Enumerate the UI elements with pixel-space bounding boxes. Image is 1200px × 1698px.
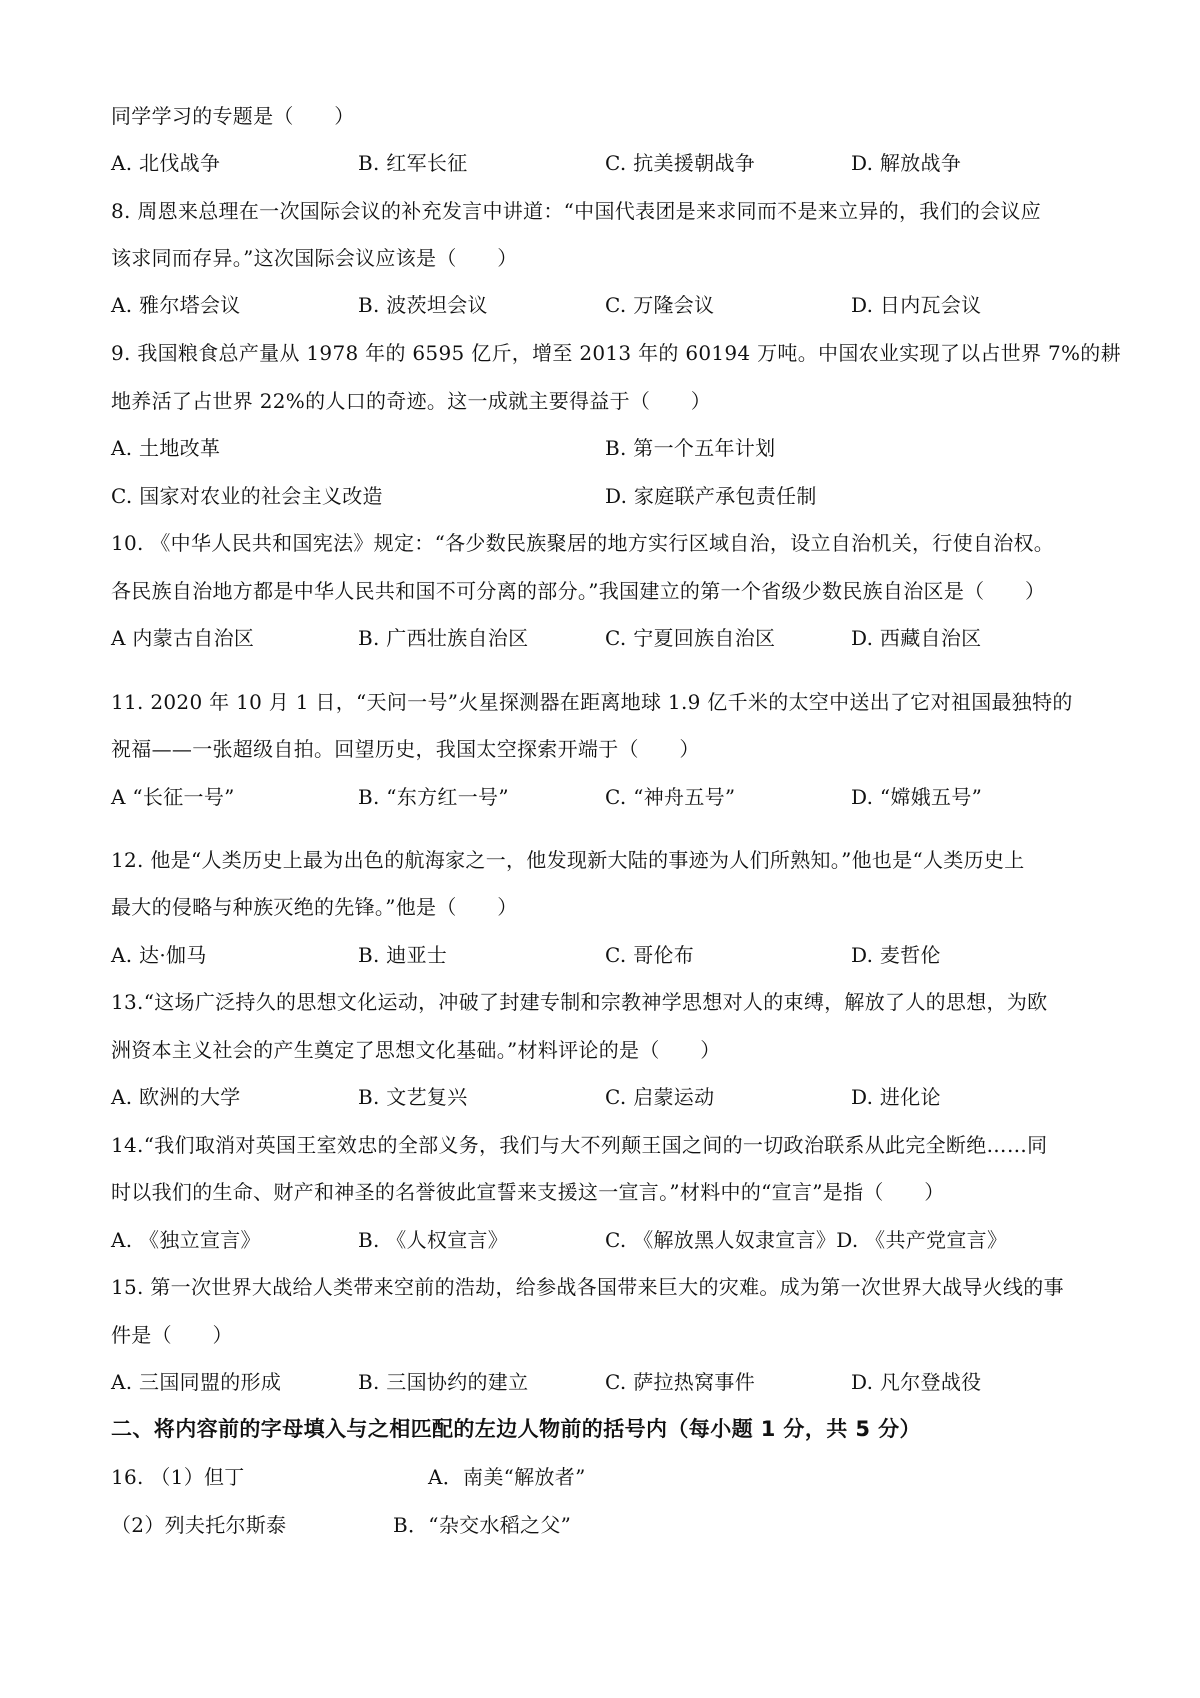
question-7-option-a: A. 北伐战争 [111,151,221,175]
question-8-option-d: D. 日内瓦会议 [851,293,982,317]
question-14-option-b: B. 《人权宣言》 [358,1228,509,1252]
question-15-option-a: A. 三国同盟的形成 [111,1370,282,1394]
question-7-option-c: C. 抗美援朝战争 [605,151,756,175]
question-11-option-c: C. “神舟五号” [605,785,736,809]
question-16-row-2-match: B．“杂交水稻之父” [393,1513,572,1537]
question-11-stem-line-1: 11. 2020 年 10 月 1 日，“天问一号”火星探测器在距离地球 1.9 亿千米的太空中送出了它对祖国最独特的 [111,690,1073,714]
question-8-option-b: B. 波茨坦会议 [358,293,488,317]
question-11-option-a: A “长征一号” [111,785,235,809]
question-8-option-c: C. 万隆会议 [605,293,715,317]
question-10-option-a: A 内蒙古自治区 [111,626,255,650]
question-7-option-b: B. 红军长征 [358,151,468,175]
question-10-stem-line-1: 10. 《中华人民共和国宪法》规定：“各少数民族聚居的地方实行区域自治，设立自治机关，行使自治权。 [111,531,1055,555]
question-14-stem-line-1: 14.“我们取消对英国王室效忠的全部义务，我们与大不列颠王国之间的一切政治联系从此完全断绝……同 [111,1133,1048,1157]
question-13-stem-line-1: 13.“这场广泛持久的思想文化运动，冲破了封建专制和宗教神学思想对人的束缚，解放了人的思想，为欧 [111,990,1048,1014]
question-8-option-a: A. 雅尔塔会议 [111,293,241,317]
question-13-option-d: D. 进化论 [851,1085,941,1109]
question-12-option-d: D. 麦哲伦 [851,943,941,967]
question-14-option-c-d: C. 《解放黑人奴隶宣言》D. 《共产党宣言》 [605,1228,1008,1252]
question-12-stem-line-2: 最大的侵略与种族灭绝的先锋。”他是（ ） [111,895,518,919]
question-10-option-d: D. 西藏自治区 [851,626,982,650]
question-12-option-a: A. 达·伽马 [111,943,207,967]
question-16-row-1-match: A．南美“解放者” [428,1465,586,1489]
question-16-row-2-person: （2）列夫托尔斯泰 [111,1513,287,1537]
question-11-option-d: D. “嫦娥五号” [851,785,983,809]
question-10-stem-line-2: 各民族自治地方都是中华人民共和国不可分离的部分。”我国建立的第一个省级少数民族自治区是（ ） [111,579,1046,603]
question-13-option-a: A. 欧洲的大学 [111,1085,241,1109]
question-9-option-c: C. 国家对农业的社会主义改造 [111,484,383,508]
question-15-option-d: D. 凡尔登战役 [851,1370,982,1394]
question-8-stem-line-2: 该求同而存异。”这次国际会议应该是（ ） [111,246,518,270]
question-12-option-b: B. 迪亚士 [358,943,448,967]
question-12-stem-line-1: 12. 他是“人类历史上最为出色的航海家之一，他发现新大陆的事迹为人们所熟知。”他也是“人类历史上 [111,848,1025,872]
question-10-option-b: B. 广西壮族自治区 [358,626,529,650]
question-7-stem-tail: 同学学习的专题是（ ） [111,104,355,128]
question-13-option-b: B. 文艺复兴 [358,1085,468,1109]
question-9-stem-line-1: 9. 我国粮食总产量从 1978 年的 6595 亿斤，增至 2013 年的 60194 万吨。中国农业实现了以占世界 7%的耕 [111,341,1121,365]
question-13-stem-line-2: 洲资本主义社会的产生奠定了思想文化基础。”材料评论的是（ ） [111,1038,721,1062]
question-10-option-c: C. 宁夏回族自治区 [605,626,776,650]
question-14-stem-line-2: 时以我们的生命、财产和神圣的名誉彼此宣誓来支援这一宣言。”材料中的“宣言”是指（ ） [111,1180,945,1204]
section-2-heading: 二、将内容前的字母填入与之相匹配的左边人物前的括号内（每小题 1 分，共 5 分） [111,1417,921,1441]
question-9-option-b: B. 第一个五年计划 [605,436,776,460]
question-13-option-c: C. 启蒙运动 [605,1085,715,1109]
question-9-stem-line-2: 地养活了占世界 22%的人口的奇迹。这一成就主要得益于（ ） [111,389,712,413]
question-11-option-b: B. “东方红一号” [358,785,509,809]
question-15-option-b: B. 三国协约的建立 [358,1370,529,1394]
question-16-row-1-person: 16. （1）但丁 [111,1465,245,1489]
question-11-stem-line-2: 祝福——一张超级自拍。回望历史，我国太空探索开端于（ ） [111,737,700,761]
question-15-option-c: C. 萨拉热窝事件 [605,1370,756,1394]
question-8-stem-line-1: 8. 周恩来总理在一次国际会议的补充发言中讲道：“中国代表团是来求同而不是来立异的，我们的会议应 [111,199,1042,223]
question-12-option-c: C. 哥伦布 [605,943,695,967]
question-9-option-a: A. 土地改革 [111,436,221,460]
question-15-stem-line-2: 件是（ ） [111,1323,233,1347]
question-7-option-d: D. 解放战争 [851,151,962,175]
question-15-stem-line-1: 15. 第一次世界大战给人类带来空前的浩劫，给参战各国带来巨大的灾难。成为第一次世界大战导火线的事 [111,1275,1064,1299]
question-9-option-d: D. 家庭联产承包责任制 [605,484,817,508]
question-14-option-a: A. 《独立宣言》 [111,1228,261,1252]
